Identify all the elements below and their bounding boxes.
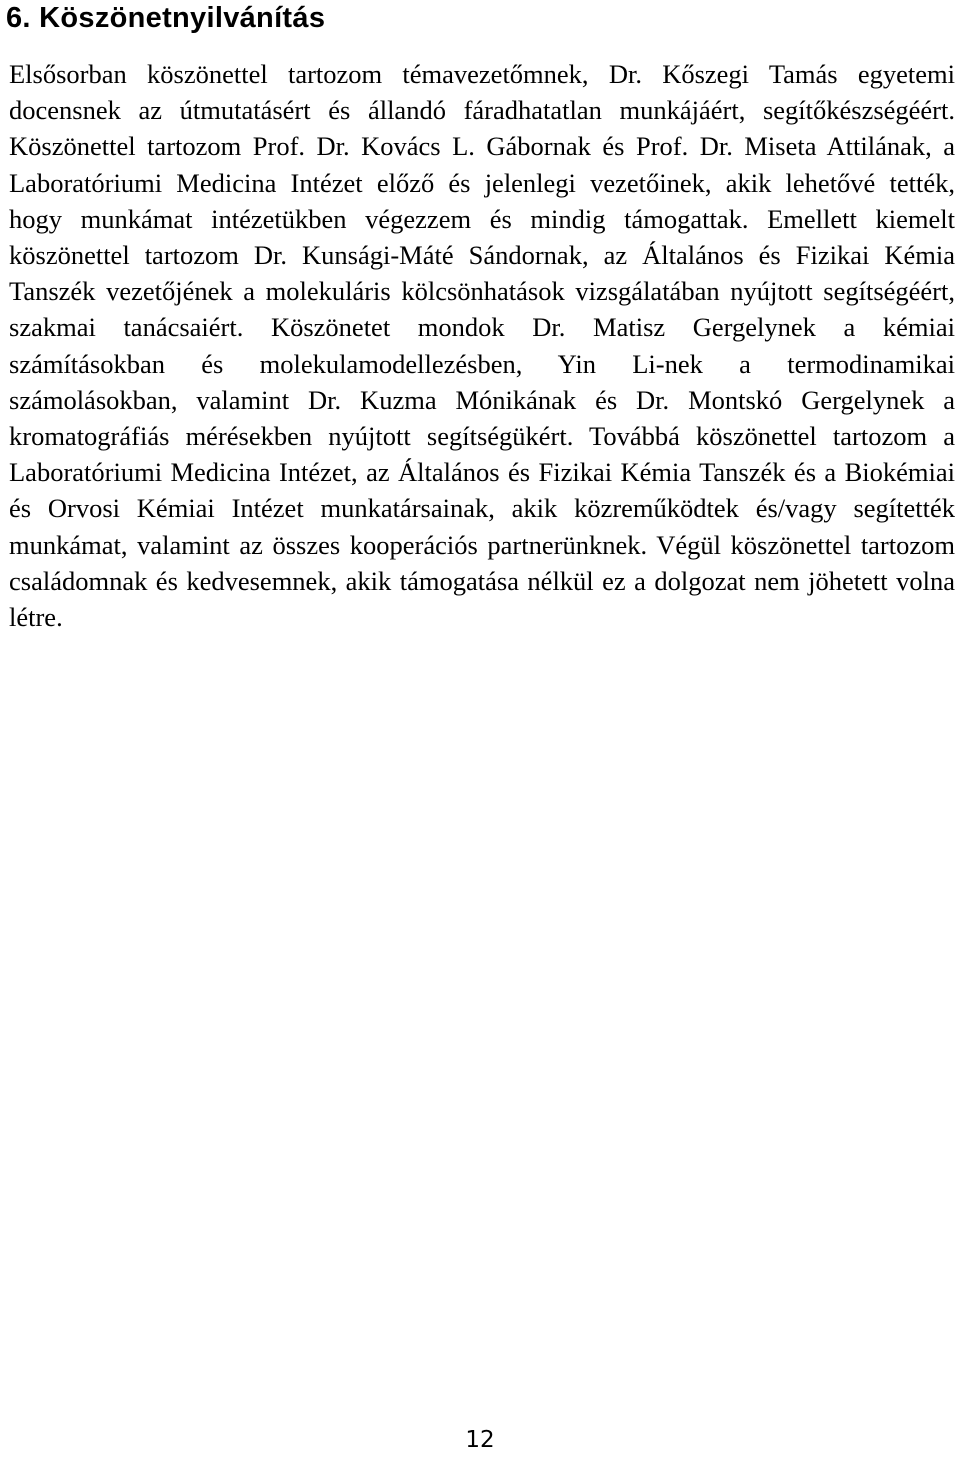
acknowledgement-paragraph: Elsősorban köszönettel tartozom témavezetőmnek, Dr. Kőszegi Tamás egyetemi docensnek az útmutatásért és állandó fáradhatatlan munkájáért, segítőkészségéért. Köszönettel tartozom Prof. Dr. Kovács L. Gábornak és Prof. Dr. Miseta Attilának, a Laboratóriumi Medicina Intézet előző és jelenlegi vezetőinek, akik lehetővé tették, hogy munkámat intézetükben végezzem és mindig támogattak. Emellett kiemelt köszönettel tartozom Dr. Kunsági-Máté Sándornak, az Általános és Fizikai Kémia Tanszék vezetőjének a molekuláris kölcsönhatások vizsgálatában nyújtott segítségéért, szakmai tanácsaiért. Köszönetet mondok Dr. Matisz Gergelynek a kémiai számításokban és molekulamodellezésben, Yin Li-nek a termodinamikai számolásokban, valamint Dr. Kuzma Mónikának és Dr. Montskó Gergelynek a kromatográfiás mérésekben nyújtott segítségükért. Továbbá köszönettel tartozom a Laboratóriumi Medicina Intézet, az Általános és Fizikai Kémia Tanszék és a Biokémiai és Orvosi Kémiai Intézet munkatársainak, akik közreműködtek és/vagy segítették munkámat, valamint az összes kooperációs partnerünknek. Végül köszönettel tartozom családomnak és kedvesemnek, akik támogatása nélkül ez a dolgozat nem jöhetett volna létre. (9, 59, 955, 633)
page-number: 12 (465, 1427, 495, 1453)
section-heading: 6. Köszönetnyilvánítás (6, 2, 326, 34)
